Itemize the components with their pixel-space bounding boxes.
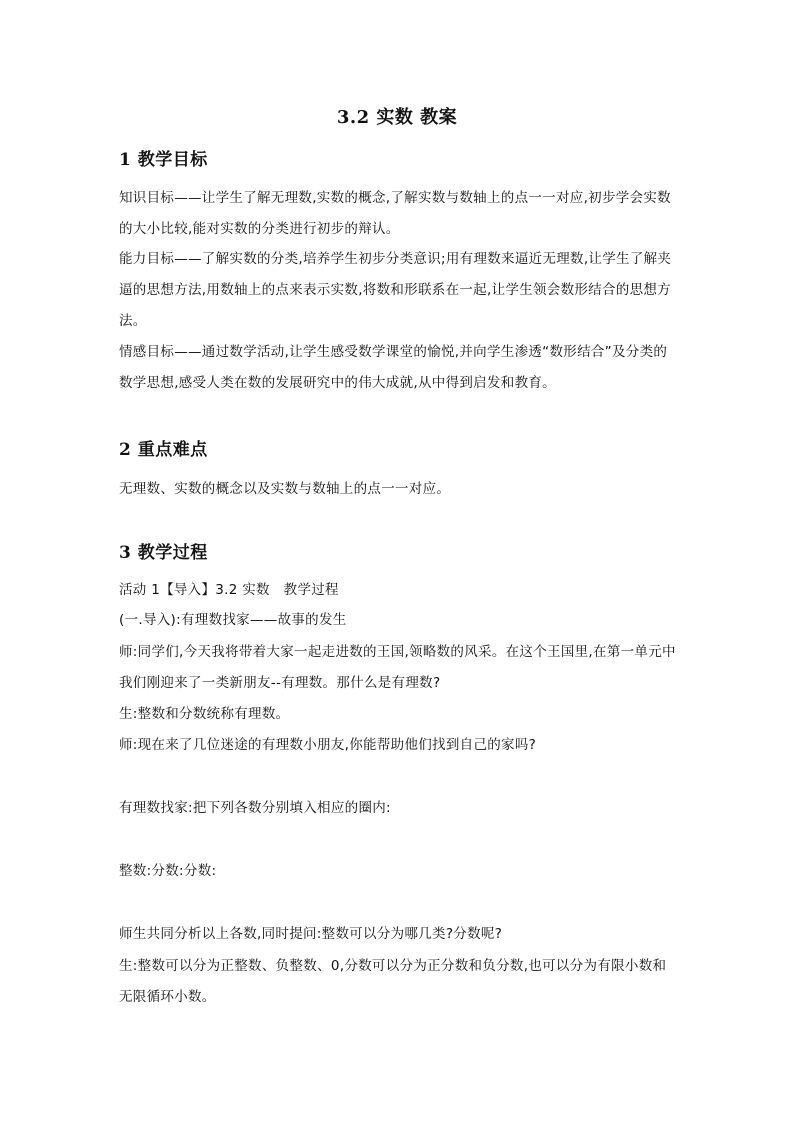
section-heading-key-points: 2 重点难点 bbox=[119, 440, 208, 460]
section-heading-teaching-goals: 1 教学目标 bbox=[119, 150, 208, 170]
process-line-student-1: 生:整数和分数统称有理数。 bbox=[119, 706, 290, 722]
process-line-find-home: 有理数找家:把下列各数分别填入相应的圈内: bbox=[119, 800, 391, 816]
page-title: 3.2 实数 教案 bbox=[336, 107, 458, 128]
section-heading-teaching-process: 3 教学过程 bbox=[119, 543, 208, 563]
process-line-categories: 整数:分数:分数: bbox=[119, 863, 217, 879]
paragraph-knowledge-goal: 知识目标——让学生了解无理数,实数的概念,了解实数与数轴上的点一一对应,初步学会实数的大小比较,能对实数的分类进行初步的辩认。 bbox=[119, 190, 671, 237]
process-line-teacher-2: 师:现在来了几位迷途的有理数小朋友,你能帮助他们找到自己的家吗? bbox=[119, 737, 537, 753]
process-line-teacher-1-cont: 我们刚迎来了一类新朋友--有理数。那什么是有理数? bbox=[119, 675, 441, 691]
process-line-activity: 活动 1【导入】3.2 实数 教学过程 bbox=[119, 582, 339, 598]
process-line-student-2-cont: 无限循环小数。 bbox=[119, 989, 216, 1005]
process-line-student-2: 生:整数可以分为正整数、负整数、0,分数可以分为正分数和负分数,也可以分为有限小数和 bbox=[119, 958, 667, 974]
process-line-teacher-1: 师:同学们,今天我将带着大家一起走进数的王国,领略数的风采。在这个王国里,在第一单元中 bbox=[119, 644, 676, 660]
process-line-intro: (一.导入):有理数找家——故事的发生 bbox=[119, 612, 347, 628]
process-line-teacher-3: 师生共同分析以上各数,同时提问:整数可以分为哪几类?分数呢? bbox=[119, 926, 503, 942]
paragraph-ability-goal: 能力目标——了解实数的分类,培养学生初步分类意识;用有理数来逼近无理数,让学生了解夹逼的思想方法,用数轴上的点来表示实数,将数和形联系在一起,让学生领会数形结合的思想方法。 bbox=[119, 251, 672, 329]
paragraph-emotion-goal: 情感目标——通过数学活动,让学生感受数学课堂的愉悦,并向学生渗透“数形结合”及分类的数学思想,感受人类在数的发展研究中的伟大成就,从中得到启发和教育。 bbox=[119, 344, 668, 391]
paragraph-key-points: 无理数、实数的概念以及实数与数轴上的点一一对应。 bbox=[119, 481, 451, 497]
